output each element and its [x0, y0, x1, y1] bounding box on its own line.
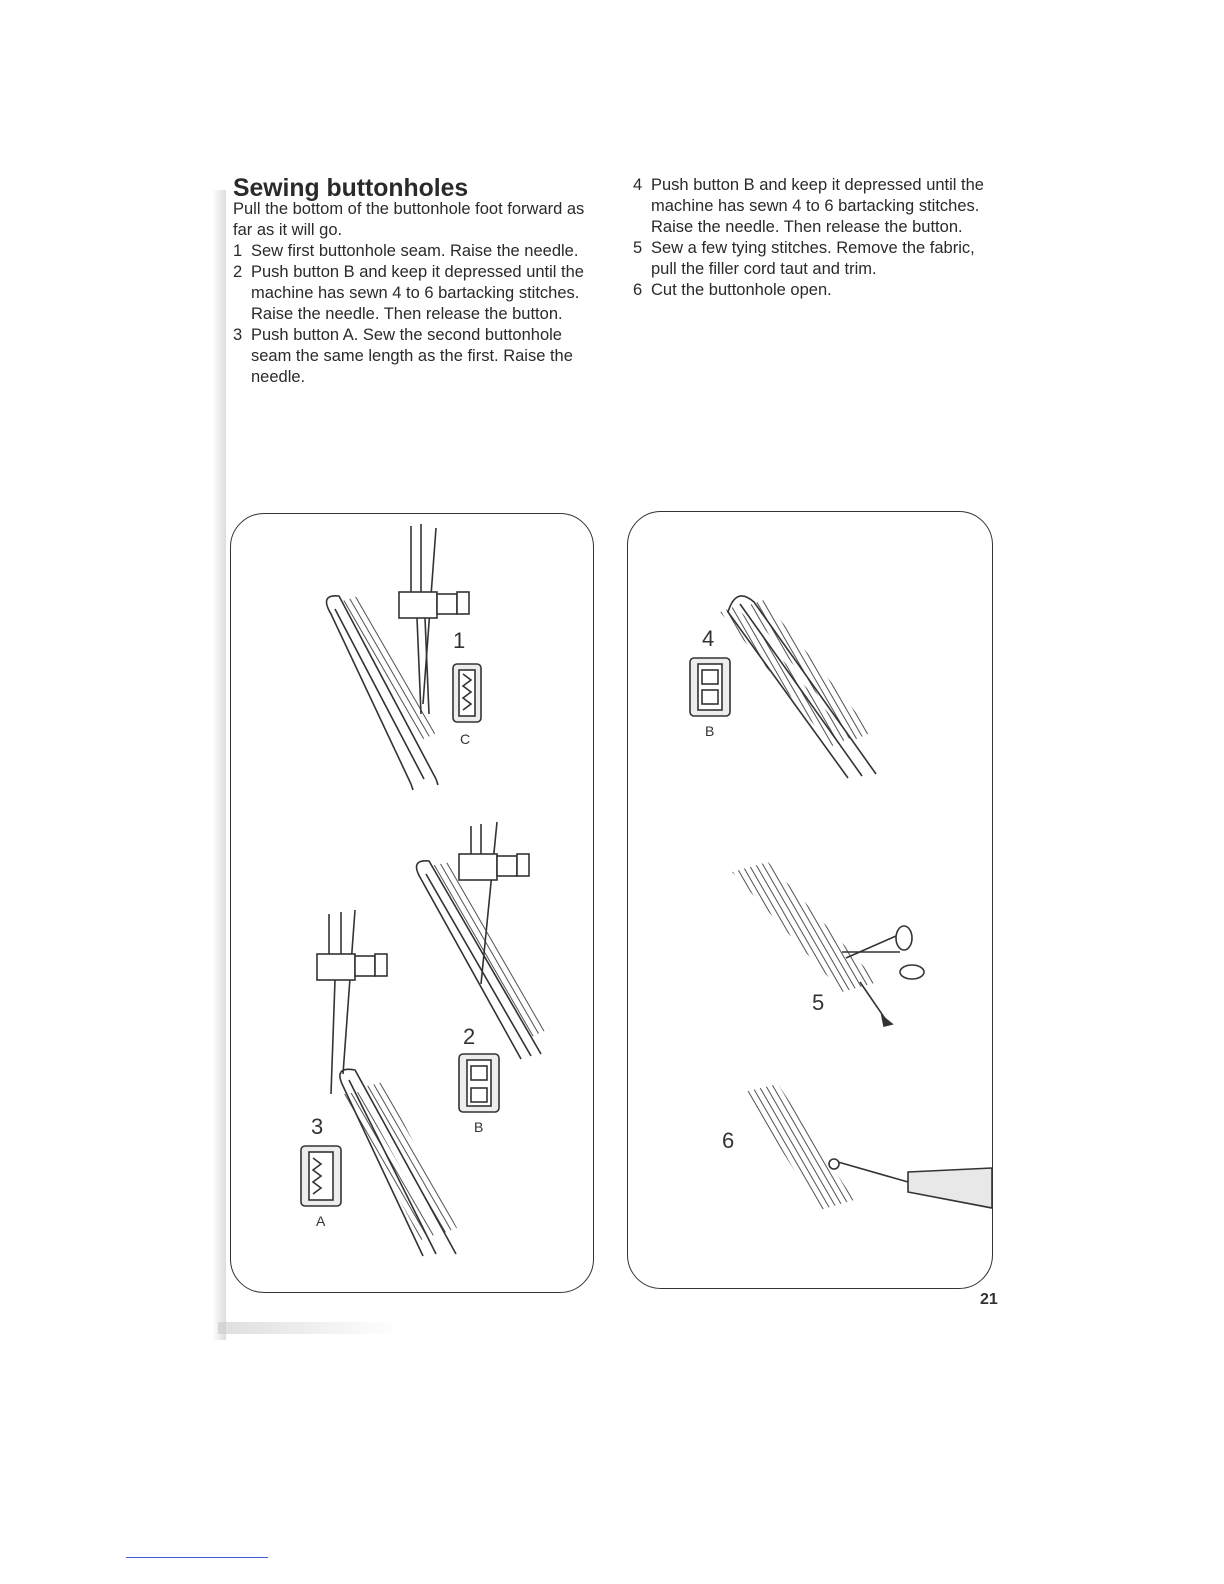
stitch-hatching-4b: [746, 600, 872, 740]
steps-list-right: [633, 175, 993, 301]
illustration-steps-1-3: [231, 514, 593, 1292]
intro-paragraph: Pull the bottom of the buttonhole foot forward as far as it will go.: [233, 200, 585, 239]
steps-list-left: [233, 241, 603, 388]
step-number: 4: [633, 176, 643, 194]
buttonhole-cord-icon: [327, 596, 439, 790]
stitch-hatching-5: [732, 862, 878, 992]
step-text: Push button B and keep it depressed until the machine has sewn 4 to 6 bartacking stitches. Raise the needle. Then release the button.: [651, 176, 984, 236]
illustration-panel-steps-4-6: [627, 511, 993, 1289]
step-item-6: [633, 280, 993, 301]
step-item-2: [233, 262, 603, 325]
stitch-selector-icon-c: [453, 664, 481, 722]
stitch-hatching-6: [744, 1084, 854, 1210]
step-item-5: [633, 238, 993, 280]
step-item-3: [233, 325, 603, 388]
page-spine-shadow: [212, 190, 226, 1340]
step-number: 1: [233, 242, 243, 260]
page-spine-shadow-bottom: [218, 1322, 398, 1334]
step-number: 6: [633, 281, 643, 299]
step-number: 3: [233, 326, 243, 344]
step-text: Sew a few tying stitches. Remove the fabric, pull the filler cord taut and trim.: [651, 239, 975, 278]
illustration-panel-steps-1-3: [230, 513, 594, 1293]
step-number: 5: [633, 239, 643, 257]
seam-ripper-icon: [829, 1159, 992, 1208]
step-text: Push button B and keep it depressed until the machine has sewn 4 to 6 bartacking stitches. Raise the needle. Then release the button.: [251, 263, 584, 323]
button-a-label: A: [316, 1213, 326, 1229]
step-item-4: [633, 175, 993, 238]
section-heading: Sewing buttonholes: [233, 175, 469, 202]
step-5-label: 5: [812, 990, 825, 1015]
button-b-label: B: [705, 723, 715, 739]
step-item-1: [233, 241, 603, 262]
stitch-hatching-2: [429, 862, 549, 1038]
illustration-steps-4-6: [628, 512, 992, 1288]
stitch-selector-icon-a: [301, 1146, 341, 1206]
footer-rule: [126, 1557, 268, 1558]
page-number: 21: [980, 1291, 998, 1308]
right-text-column: [633, 175, 993, 301]
step-number: 2: [233, 263, 243, 281]
step-1-label: 1: [453, 628, 466, 653]
button-b-label: B: [474, 1119, 484, 1135]
left-text-column: [233, 175, 603, 388]
presser-foot-icon: [317, 910, 387, 1094]
step-text: Push button A. Sew the second buttonhole seam the same length as the first. Raise the needle.: [251, 326, 573, 386]
step-6-label: 6: [722, 1128, 735, 1153]
step-3-label: 3: [311, 1114, 324, 1139]
stitch-selector-icon-b: [459, 1054, 499, 1112]
buttonhole-cord-icon: [417, 861, 542, 1059]
step-2-label: 2: [463, 1024, 476, 1049]
step-text: Cut the buttonhole open.: [651, 281, 832, 299]
step-4-label: 4: [702, 626, 715, 651]
step-text: Sew first buttonhole seam. Raise the needle.: [251, 242, 579, 260]
button-c-label: C: [460, 731, 471, 747]
stitch-selector-icon-b: [690, 658, 730, 716]
